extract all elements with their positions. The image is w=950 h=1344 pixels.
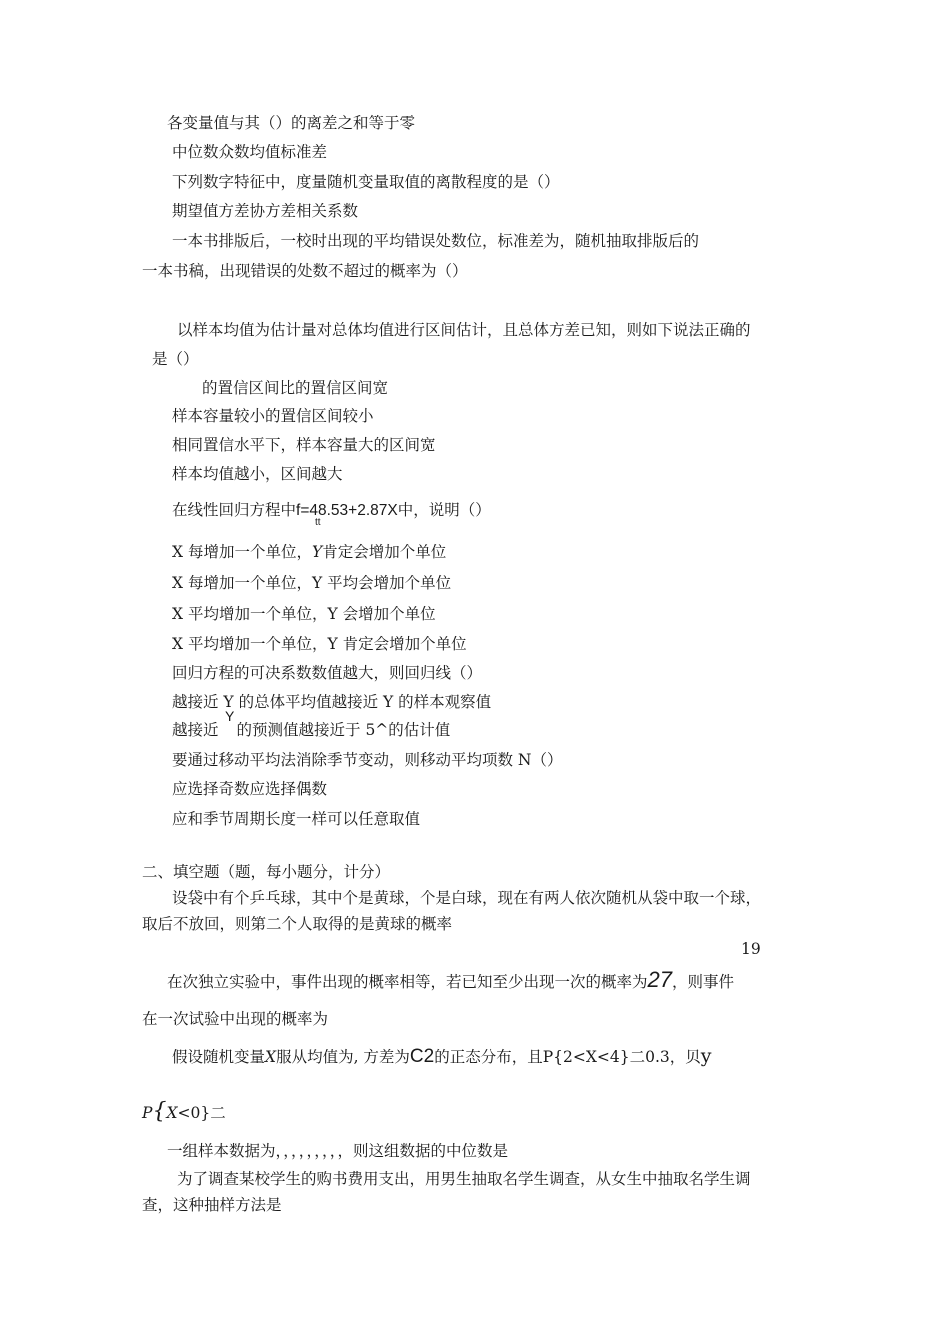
line-23: 应和季节周期长度一样可以任意取值 — [172, 810, 421, 828]
line-22: 应选择奇数应选择偶数 — [172, 780, 328, 798]
line-31-p: P — [142, 1104, 153, 1122]
line-1: 各变量值与其（）的离差之和等于零 — [167, 114, 416, 132]
line-6: 一本书稿，出现错误的处数不超过的概率为（） — [142, 262, 468, 280]
line-31-suffix: <0}二 — [177, 1104, 226, 1122]
line-28-prefix: 在次独立实验中，事件出现的概率相等，若已知至少出现一次的概率为 — [167, 973, 648, 991]
line-3: 下列数字特征中，度量随机变量取值的离散程度的是（） — [172, 173, 560, 191]
formula-subscript: tt — [315, 517, 321, 528]
line-12: 样本均值越小，区间越大 — [172, 465, 343, 483]
line-25: 设袋中有个乒乓球，其中个是黄球，个是白球，现在有两人依次随机从袋中取一个球， — [172, 889, 762, 907]
line-33: 为了调查某校学生的购书费用支出，用男生抽取名学生调查，从女生中抽取名学生调 — [177, 1170, 751, 1188]
line-30-prefix: 假设随机变量 — [172, 1048, 266, 1066]
line-28 — [167, 967, 735, 992]
line-21: 要通过移动平均法消除季节变动，则移动平均项数 N（） — [172, 751, 563, 769]
line-8: 是（） — [152, 350, 199, 368]
line-31-brace: { — [152, 1099, 167, 1124]
line-13 — [172, 500, 491, 521]
regression-formula: f=48.53+2.87X — [296, 502, 398, 519]
probability-expression: P{2<X<4}二0.3，贝 — [542, 1048, 701, 1066]
line-28-suffix: ，则事件 — [672, 973, 735, 991]
line-13-suffix: 中，说明（） — [397, 501, 491, 519]
line-7: 以样本均值为估计量对总体均值进行区间估计，且总体方差已知，则如下说法正确的 — [177, 321, 751, 339]
line-20 — [172, 720, 450, 740]
line-9: 的置信区间比的置信区间宽 — [202, 379, 389, 397]
line-14-suffix: 肯定会增加个单位 — [322, 543, 447, 561]
section-heading: 二、填空题（题，每小题分，计分） — [142, 863, 391, 881]
line-26: 取后不放回，则第二个人取得的是黄球的概率 — [142, 915, 453, 933]
line-30-mid: 服从均值为, 方差为 — [276, 1048, 410, 1066]
line-16: X 平均增加一个单位，Y 会增加个单位 — [172, 605, 436, 623]
line-17: X 平均增加一个单位，Y 肯定会增加个单位 — [172, 635, 467, 653]
line-14-prefix: X 每增加一个单位， — [172, 543, 312, 561]
variance-symbol: C2 — [409, 1046, 435, 1067]
line-14 — [172, 542, 446, 562]
line-2: 中位数众数均值标准差 — [172, 143, 328, 161]
line-10: 样本容量较小的置信区间较小 — [172, 407, 374, 425]
line-15: X 每增加一个单位，Y 平均会增加个单位 — [172, 574, 452, 592]
line-20-prefix: 越接近 — [172, 721, 219, 739]
line-20-suffix: 的预测值越接近于 5^的估计值 — [236, 721, 451, 739]
line-30-y: y — [700, 1045, 712, 1067]
line-29: 在一次试验中出现的概率为 — [142, 1010, 329, 1028]
line-34: 查，这种抽样方法是 — [142, 1196, 282, 1214]
line-20-superscript: Y — [225, 708, 235, 724]
fraction-denominator: 27 — [647, 967, 672, 992]
line-31-x: X — [166, 1104, 178, 1122]
line-5: 一本书排版后，一校时出现的平均错误处数位，标准差为，随机抽取排版后的 — [172, 232, 700, 250]
line-30-x: X — [265, 1048, 277, 1066]
line-18: 回归方程的可决系数数值越大，则回归线（） — [172, 664, 483, 682]
fraction-numerator: 19 — [741, 940, 761, 958]
line-19: 越接近 Y 的总体平均值越接近 Y 的样本观察值 — [172, 693, 492, 711]
line-32: 一组样本数据为，，，，，，，，，则这组数据的中位数是 — [167, 1142, 509, 1160]
line-30 — [172, 1046, 712, 1067]
line-14-y: Y — [311, 543, 323, 561]
line-13-prefix: 在线性回归方程中 — [172, 501, 297, 519]
line-30-mid2: 的正态分布，且 — [434, 1048, 543, 1066]
line-31 — [142, 1099, 226, 1124]
line-4: 期望值方差协方差相关系数 — [172, 202, 359, 220]
line-11: 相同置信水平下，样本容量大的区间宽 — [172, 436, 436, 454]
